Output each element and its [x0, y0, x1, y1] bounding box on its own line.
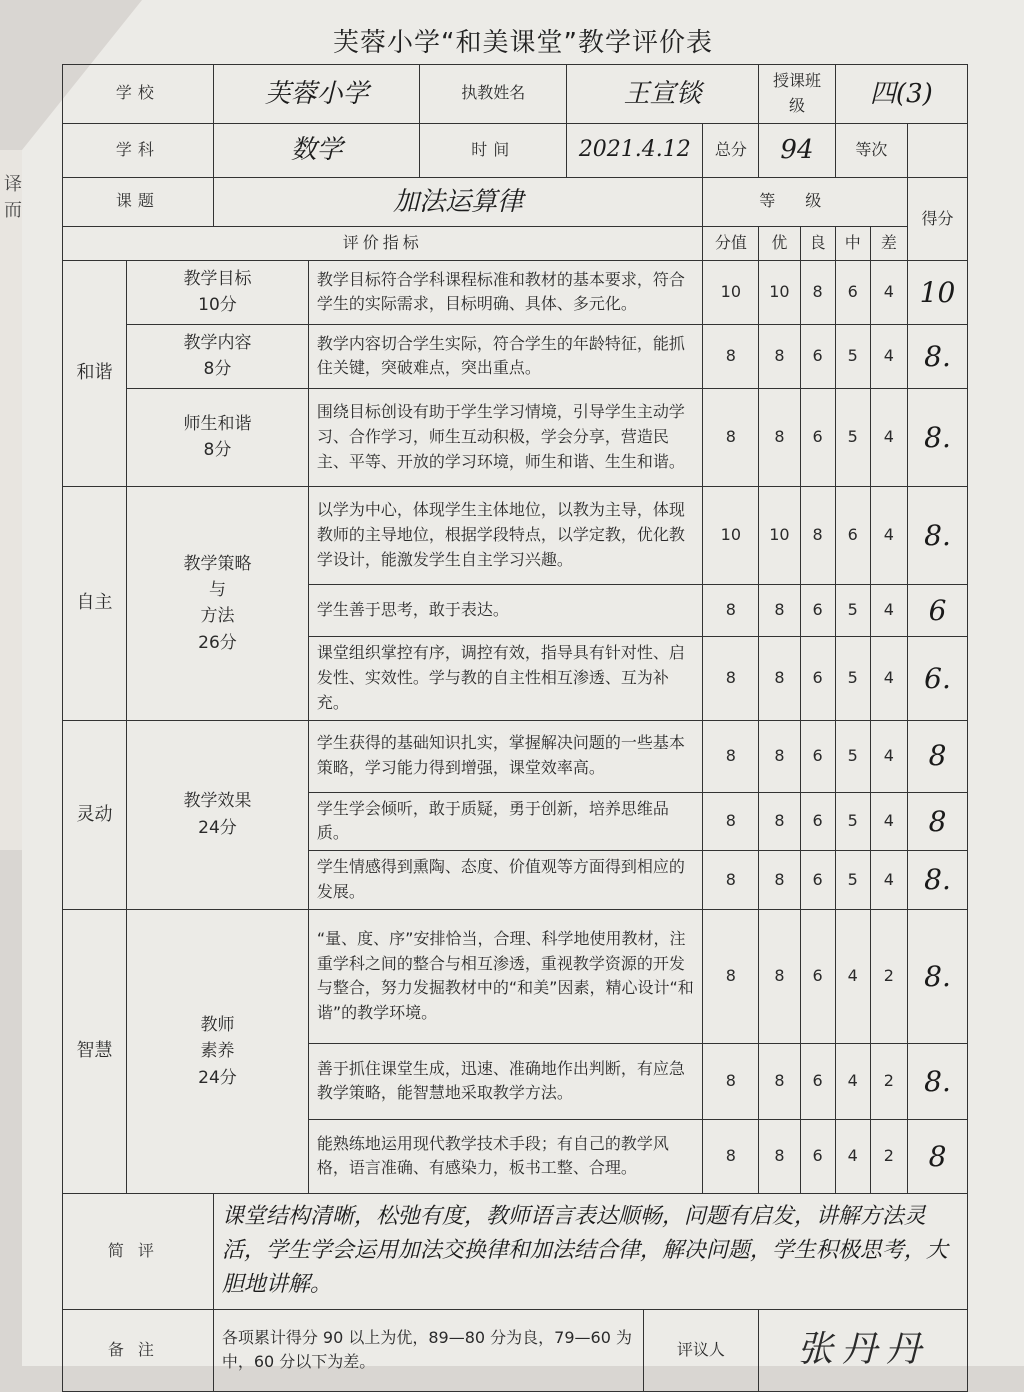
medium-value: 6	[835, 486, 870, 584]
underlying-page-char: 而	[4, 200, 22, 221]
indicator-header-row	[63, 226, 968, 260]
subcategory-points: 24分	[198, 1067, 237, 1088]
points-value: 8	[703, 1119, 759, 1193]
class-value: 四(3)	[835, 65, 967, 124]
excellent-value: 8	[759, 720, 800, 792]
excellent-value: 8	[759, 851, 800, 910]
subcategory-points: 8分	[203, 359, 232, 380]
medium-value: 4	[835, 1043, 870, 1119]
criterion-text: “量、度、序”安排恰当，合理、科学地使用教材，注重学科之间的整合与相互渗透，重视教学资源的开发与整合，努力发掘教材中的“和美”因素，精心设计“和谐”的教学环境。	[308, 909, 703, 1043]
remarks-text: 各项累计得分 90 以上为优，89—80 分为良，79—60 为中，60 分以下为差。	[213, 1309, 643, 1391]
poor-value: 2	[870, 1119, 907, 1193]
points-value: 10	[703, 486, 759, 584]
points-header: 分值	[703, 226, 759, 260]
good-value: 6	[800, 792, 835, 851]
subcategory-connector: 与	[208, 579, 226, 600]
subcategory-name: 教学效果	[183, 791, 252, 812]
subcategory-points: 10分	[198, 295, 237, 316]
subcategory-strategy	[127, 486, 309, 720]
medium-value: 6	[835, 260, 870, 324]
remarks-row	[63, 1309, 968, 1391]
good-value: 6	[800, 909, 835, 1043]
teacher-value: 王宣锬	[567, 65, 759, 124]
subcategory-name: 教学内容	[183, 333, 252, 354]
category-zizhu: 自主	[63, 486, 127, 720]
score-value: 6	[907, 584, 967, 636]
excellent-value: 8	[759, 388, 800, 486]
medium-value: 5	[835, 637, 870, 720]
subcategory-goal	[127, 260, 309, 324]
good-value: 6	[800, 324, 835, 388]
points-value: 10	[703, 260, 759, 324]
good-value: 8	[800, 486, 835, 584]
points-value: 8	[703, 388, 759, 486]
category-lingdong: 灵动	[63, 720, 127, 909]
subcategory-name: 教学策略	[183, 553, 252, 574]
medium-value: 5	[835, 388, 870, 486]
points-value: 8	[703, 909, 759, 1043]
poor-value: 4	[870, 584, 907, 636]
poor-value: 4	[870, 637, 907, 720]
criterion-text: 能熟练地运用现代教学技术手段；有自己的教学风格，语言准确、有感染力，板书工整、合理。	[308, 1119, 703, 1193]
points-value: 8	[703, 792, 759, 851]
poor-value: 4	[870, 851, 907, 910]
good-value: 6	[800, 637, 835, 720]
criterion-text: 学生情感得到熏陶、态度、价值观等方面得到相应的发展。	[308, 851, 703, 910]
subcategory-effect	[127, 720, 309, 909]
excellent-value: 8	[759, 909, 800, 1043]
excellent-header: 优	[759, 226, 800, 260]
subcategory-name: 师生和谐	[183, 414, 252, 435]
excellent-value: 10	[759, 260, 800, 324]
medium-value: 4	[835, 909, 870, 1043]
remarks-label: 备注	[63, 1309, 214, 1391]
points-value: 8	[703, 637, 759, 720]
table-row	[63, 909, 968, 1043]
excellent-value: 8	[759, 1119, 800, 1193]
score-value: 8.	[907, 324, 967, 388]
excellent-value: 8	[759, 324, 800, 388]
poor-value: 4	[870, 260, 907, 324]
category-zhihui: 智慧	[63, 909, 127, 1193]
points-value: 8	[703, 324, 759, 388]
subcategory-points: 8分	[203, 440, 232, 461]
criterion-text: 善于抓住课堂生成，迅速、准确地作出判断，有应急教学策略，能智慧地采取教学方法。	[308, 1043, 703, 1119]
criterion-text: 学生学会倾听，敢于质疑，勇于创新，培养思维品质。	[308, 792, 703, 851]
subject-value: 数学	[213, 123, 420, 177]
form-title: 芙蓉小学“和美课堂”教学评价表	[333, 28, 713, 58]
subcategory-harmony	[127, 388, 309, 486]
points-value: 8	[703, 851, 759, 910]
score-value: 10	[907, 260, 967, 324]
criterion-text: 围绕目标创设有助于学生学习情境，引导学生主动学习、合作学习，师生互动积极，学会分享，营造民主、平等、开放的学习环境，师生和谐、生生和谐。	[308, 388, 703, 486]
subcategory-points: 26分	[198, 632, 237, 653]
poor-value: 4	[870, 720, 907, 792]
underlying-page-char: 译	[4, 174, 22, 195]
reviewer-label: 评议人	[643, 1309, 759, 1391]
poor-value: 4	[870, 324, 907, 388]
criterion-text: 学生善于思考，敢于表达。	[308, 584, 703, 636]
medium-value: 5	[835, 792, 870, 851]
table-row	[63, 324, 968, 388]
poor-value: 2	[870, 1043, 907, 1119]
grade-value	[907, 123, 967, 177]
points-value: 8	[703, 720, 759, 792]
indicator-header: 评价指标	[63, 226, 703, 260]
reviewer-signature: 张丹丹	[759, 1309, 968, 1391]
evaluation-form-paper	[22, 0, 1024, 1372]
criterion-text: 学生获得的基础知识扎实，掌握解决问题的一些基本策略，学习能力得到增强，课堂效率高。	[308, 720, 703, 792]
grade-label: 等次	[835, 123, 907, 177]
review-row	[63, 1193, 968, 1309]
criterion-text: 课堂组织掌控有序，调控有效，指导具有针对性、启发性、实效性。学与教的自主性相互渗透、互为补充。	[308, 637, 703, 720]
excellent-value: 8	[759, 1043, 800, 1119]
table-row	[63, 388, 968, 486]
score-value: 8.	[907, 851, 967, 910]
subcategory-name-2: 方法	[200, 606, 235, 627]
medium-header: 中	[835, 226, 870, 260]
poor-value: 4	[870, 792, 907, 851]
info-row-2	[63, 123, 968, 177]
score-value: 8	[907, 720, 967, 792]
subcategory-name: 教师	[200, 1014, 235, 1035]
medium-value: 5	[835, 324, 870, 388]
subcategory-content	[127, 324, 309, 388]
medium-value: 4	[835, 1119, 870, 1193]
good-value: 6	[800, 720, 835, 792]
criterion-text: 以学为中心，体现学生主体地位，以教为主导，体现教师的主导地位，根据学段特点，以学定教，优化教学设计，能激发学生自主学习兴趣。	[308, 486, 703, 584]
excellent-value: 8	[759, 792, 800, 851]
excellent-value: 10	[759, 486, 800, 584]
score-value: 8	[907, 792, 967, 851]
time-label: 时间	[420, 123, 567, 177]
table-row	[63, 720, 968, 792]
points-value: 8	[703, 584, 759, 636]
review-label: 简评	[63, 1193, 214, 1309]
excellent-value: 8	[759, 584, 800, 636]
medium-value: 5	[835, 720, 870, 792]
subcategory-quality	[127, 909, 309, 1193]
school-label: 学校	[63, 65, 214, 124]
subcategory-points: 24分	[198, 817, 237, 838]
table-row	[63, 486, 968, 584]
poor-value: 2	[870, 909, 907, 1043]
score-value: 8.	[907, 909, 967, 1043]
good-header: 良	[800, 226, 835, 260]
topic-row	[63, 177, 968, 226]
teacher-label: 执教姓名	[420, 65, 567, 124]
poor-value: 4	[870, 486, 907, 584]
good-value: 6	[800, 1119, 835, 1193]
good-value: 6	[800, 851, 835, 910]
good-value: 8	[800, 260, 835, 324]
criterion-text: 教学内容切合学生实际，符合学生的年龄特征，能抓住关键，突破难点，突出重点。	[308, 324, 703, 388]
total-label: 总分	[703, 123, 759, 177]
poor-header: 差	[870, 226, 907, 260]
time-value: 2021.4.12	[567, 123, 703, 177]
points-value: 8	[703, 1043, 759, 1119]
evaluation-table	[62, 64, 968, 1392]
table-row	[63, 260, 968, 324]
medium-value: 5	[835, 584, 870, 636]
medium-value: 5	[835, 851, 870, 910]
review-text: 课堂结构清晰，松弛有度，教师语言表达顺畅，问题有启发，讲解方法灵活，学生学会运用加法交换律和加法结合律，解决问题，学生积极思考，大胆地讲解。	[213, 1193, 967, 1309]
good-value: 6	[800, 1043, 835, 1119]
good-value: 6	[800, 388, 835, 486]
score-value: 8.	[907, 388, 967, 486]
subject-label: 学科	[63, 123, 214, 177]
good-value: 6	[800, 584, 835, 636]
school-value: 芙蓉小学	[213, 65, 420, 124]
poor-value: 4	[870, 388, 907, 486]
topic-value: 加法运算律	[213, 177, 703, 226]
excellent-value: 8	[759, 637, 800, 720]
category-hexie: 和谐	[63, 260, 127, 486]
score-header: 得分	[907, 177, 967, 260]
total-value: 94	[759, 123, 835, 177]
class-label: 授课班级	[759, 65, 835, 124]
score-value: 6.	[907, 637, 967, 720]
grade-group-header: 等级	[703, 177, 908, 226]
info-row-1	[63, 65, 968, 124]
subcategory-name-2: 素养	[200, 1041, 235, 1062]
subcategory-name: 教学目标	[183, 269, 252, 290]
score-value: 8.	[907, 1043, 967, 1119]
topic-label: 课题	[63, 177, 214, 226]
score-value: 8.	[907, 486, 967, 584]
criterion-text: 教学目标符合学科课程标准和教材的基本要求，符合学生的实际需求，目标明确、具体、多元化。	[308, 260, 703, 324]
score-value: 8	[907, 1119, 967, 1193]
